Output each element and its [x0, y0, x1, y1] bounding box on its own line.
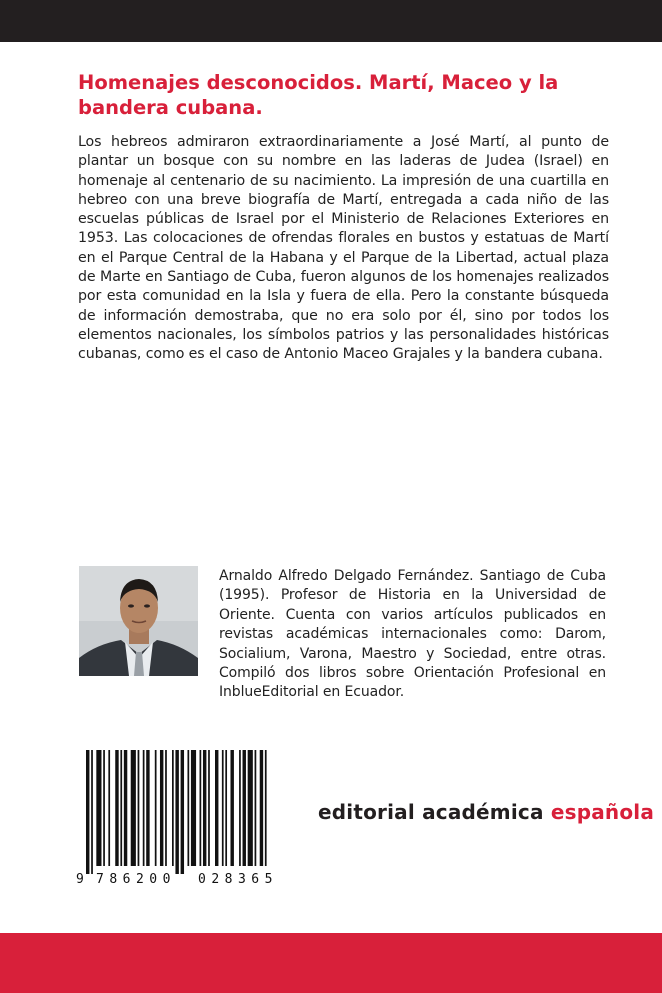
barcode-bar: [86, 750, 89, 874]
barcode-bar: [96, 750, 101, 866]
barcode-bar: [165, 750, 167, 866]
barcode-bar: [187, 750, 189, 866]
publisher-logo: [318, 800, 654, 824]
barcode-bar: [248, 750, 253, 866]
barcode-bar: [208, 750, 210, 866]
author-photo: [79, 566, 198, 676]
barcode-graphic: [74, 746, 304, 891]
barcode-bar: [181, 750, 184, 874]
barcode-bar: [124, 750, 127, 866]
barcode-bar: [230, 750, 233, 866]
barcode-bar: [115, 750, 118, 866]
barcode-bar: [243, 750, 246, 866]
book-title: Homenajes desconocidos. Martí, Maceo y la bandera cubana.: [78, 71, 559, 119]
barcode-bar: [131, 750, 136, 866]
barcode-bar: [108, 750, 110, 866]
barcode-bar: [103, 750, 105, 866]
barcode-digits-left: 786200: [96, 872, 176, 887]
barcode-bar: [191, 750, 196, 866]
barcode-bar: [172, 750, 174, 866]
top-color-band: [0, 0, 662, 42]
barcode-bar: [175, 750, 178, 874]
barcode-digits-right: 028365: [198, 872, 278, 887]
barcode-bar: [255, 750, 257, 866]
barcode-bar: [138, 750, 140, 866]
barcode-bar: [120, 750, 122, 866]
barcode-bar: [203, 750, 206, 866]
barcode-bar: [239, 750, 241, 866]
publisher-name-accent: española: [550, 800, 655, 824]
bottom-color-band: [0, 933, 662, 993]
barcode-bar: [160, 750, 163, 866]
barcode-bar: [200, 750, 202, 866]
book-blurb: Los hebreos admiraron extraordinariamente a José Martí, al punto de plantar un bosque con su nombre en las laderas de Judea (Israel) en homenaje al centenario de su nacimiento. La impresión de una cuartilla en hebreo con una breve biografía de Martí, entregada a cada niño de las escuelas públicas de Israel por el Ministerio de Relaciones Exteriores en 1953. Las colocaciones de ofrendas florales en bustos y estatuas de Martí en el Parque Central de la Habana y el Parque de la Libertad, actual plaza de Marte en Santiago de Cuba, fueron algunos de los homenajes realizados por esta comunidad en la Isla y fuera de ella. Pero la constante búsqueda de información demostraba, que no era solo por él, sino por todos los elementos nacionales, los símbolos patrios y las personalidades históricas cubanas, como es el caso de Antonio Maceo Grajales y la bandera cubana.: [78, 134, 609, 363]
barcode-bar: [146, 750, 149, 866]
author-portrait-image: [79, 566, 198, 676]
barcode-bar: [260, 750, 263, 866]
barcode-bar: [265, 750, 267, 866]
author-bio: Arnaldo Alfredo Delgado Fernández. Santiago de Cuba (1995). Profesor de Historia en la Universidad de Oriente. Cuenta con varios artículos publicados en revistas académicas internacionales como: Darom, Socialium, Varona, Maestro y Sociedad, entre otras. Compiló dos libros sobre Orientación Profesional en InblueEditorial en Ecuador.: [219, 568, 606, 701]
barcode-bar: [225, 750, 227, 866]
barcode-bars: [86, 750, 267, 874]
publisher-name: editorial académica: [318, 800, 544, 824]
barcode-digit-lead: 9: [76, 872, 84, 887]
barcode-bar: [155, 750, 157, 866]
isbn-barcode: [74, 746, 304, 891]
barcode-bar: [143, 750, 145, 866]
barcode-bar: [91, 750, 93, 874]
barcode-bar: [215, 750, 218, 866]
barcode-bar: [222, 750, 224, 866]
